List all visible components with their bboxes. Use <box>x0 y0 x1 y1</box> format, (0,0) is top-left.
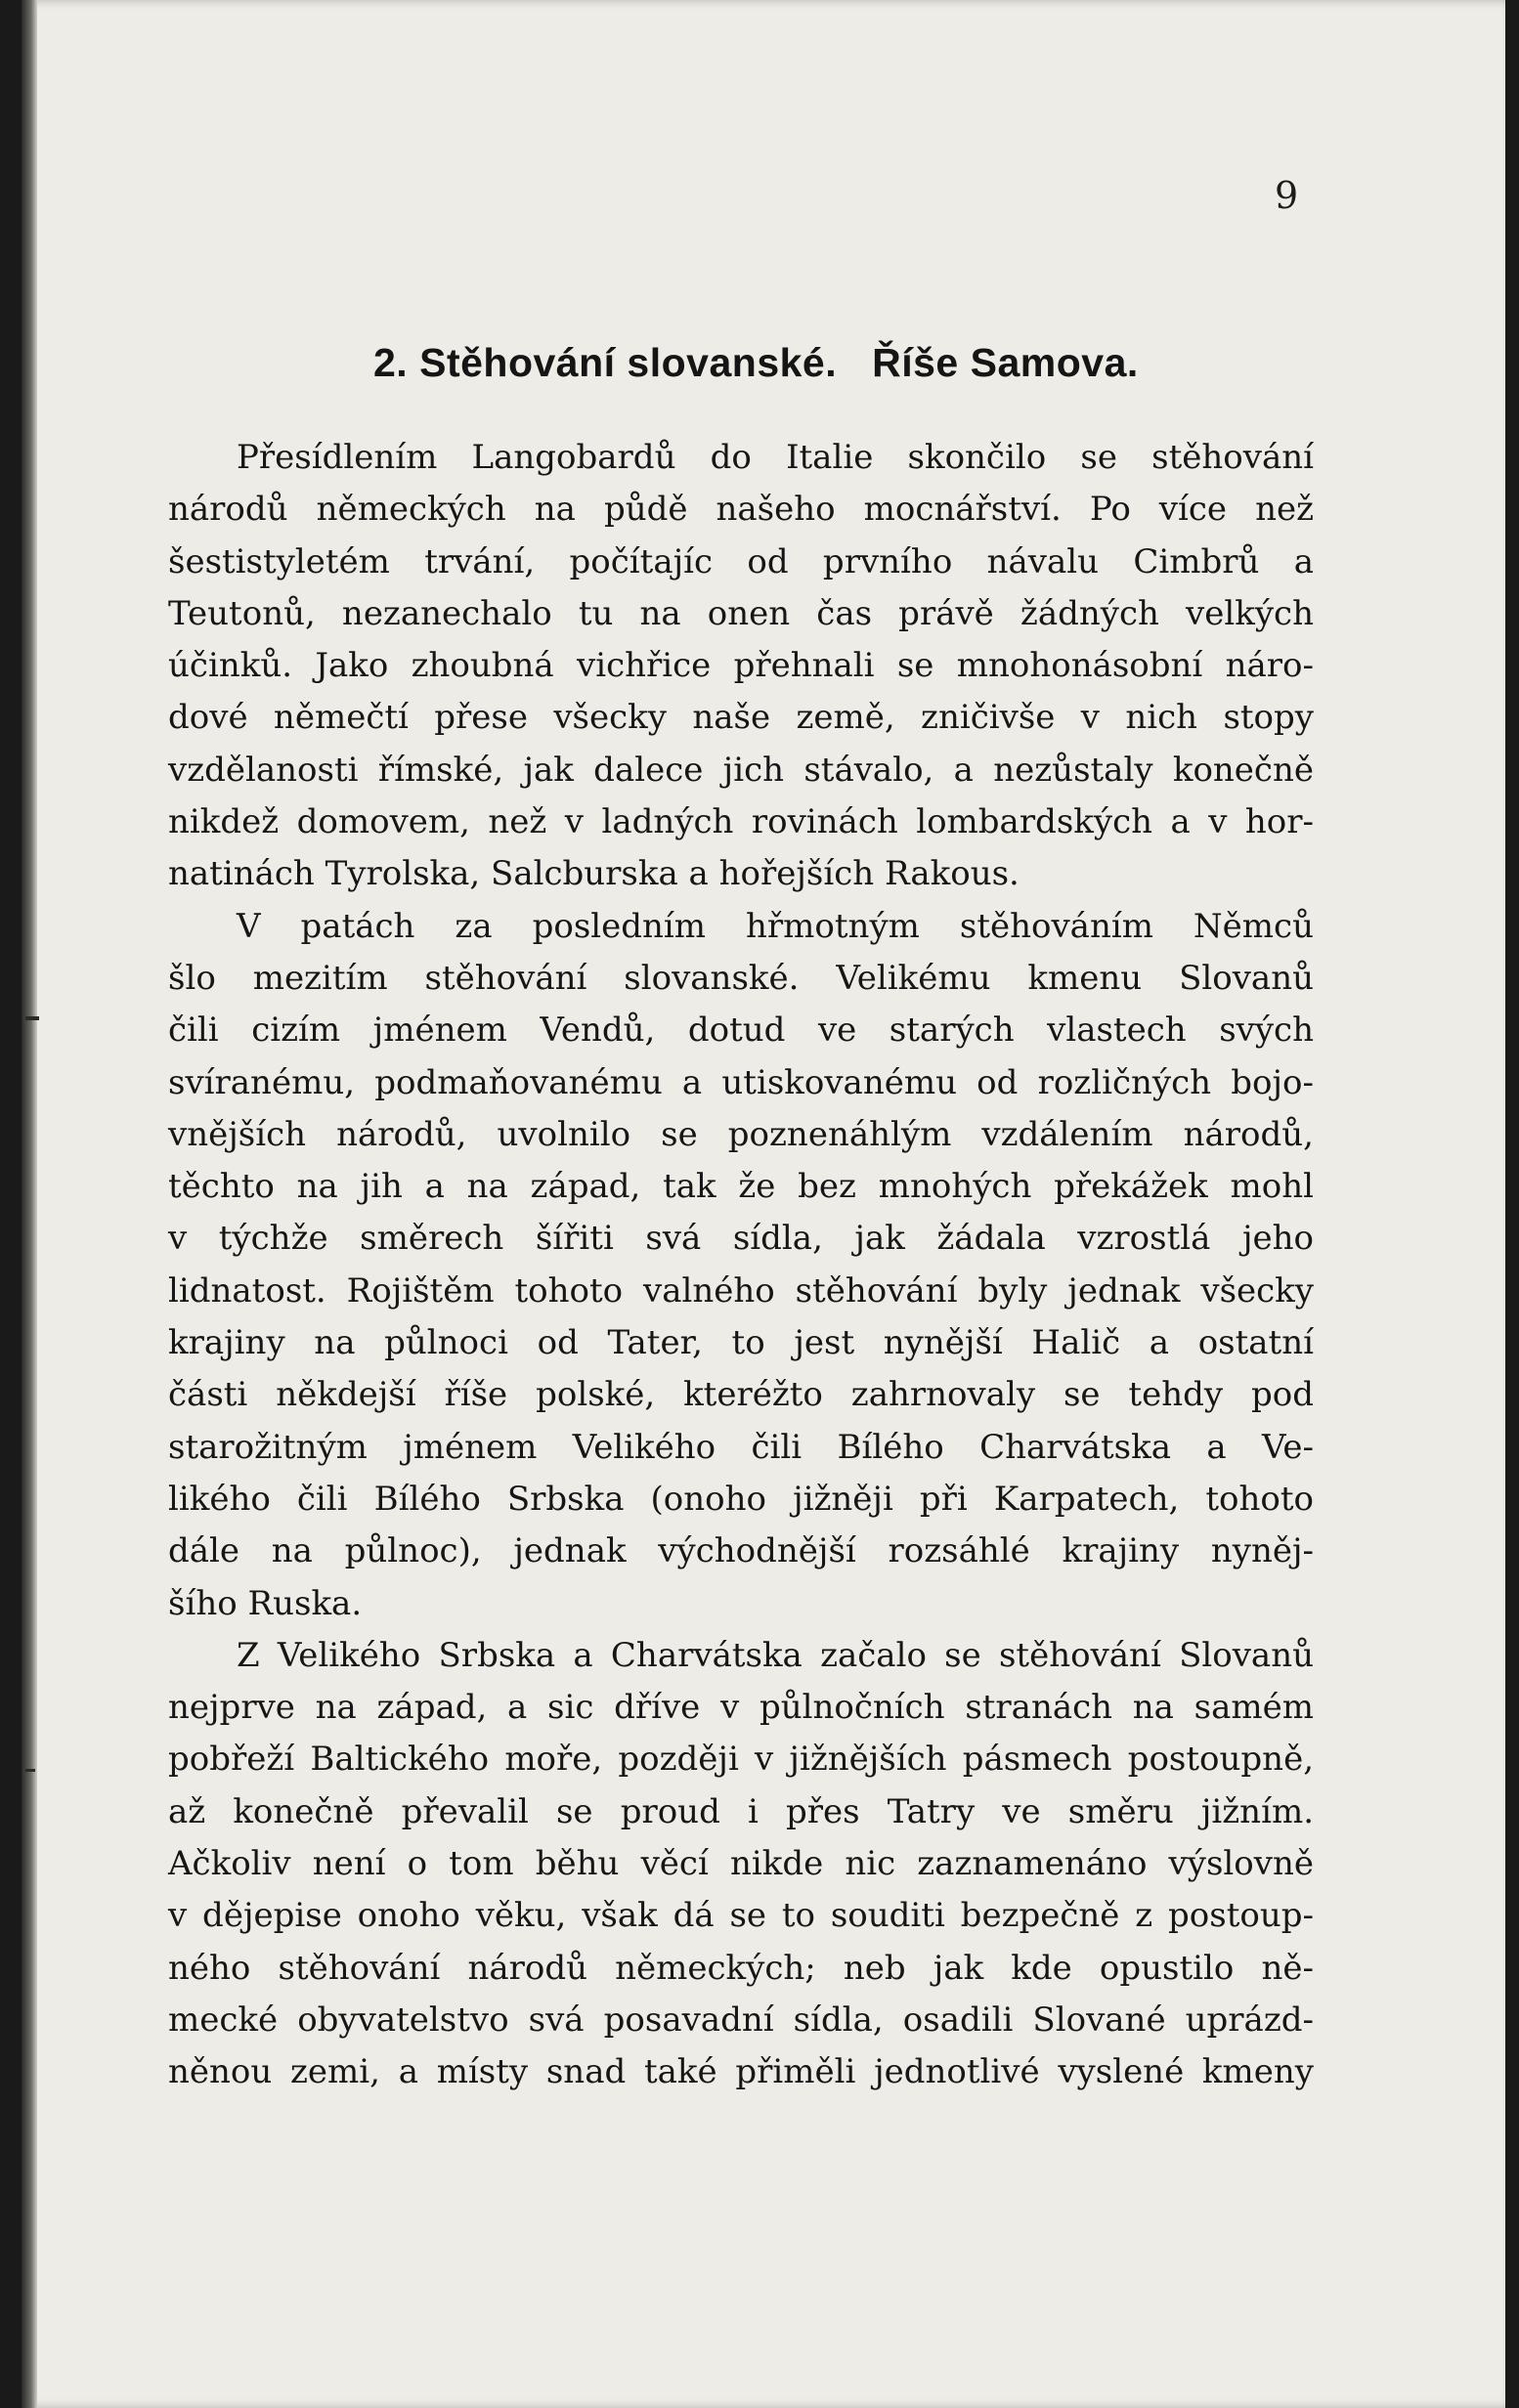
text-line: krajiny na půlnoci od Tater, to jest nynější Halič a ostatní <box>168 1323 1314 1363</box>
text-line: národů německých na půdě našeho mocnářství. Po více než <box>168 490 1314 530</box>
text-line: Přesídlením Langobardů do Italie skončilo se stěhování <box>237 438 1314 477</box>
page-binding-edge <box>22 0 37 2408</box>
text-line: V patách za posledním hřmotným stěhováním Němců <box>237 906 1314 946</box>
text-line: dále na půlnoc), jednak východnější rozsáhlé krajiny nyněj- <box>168 1531 1314 1571</box>
text-line: Ačkoliv není o tom běhu věcí nikde nic zaznamenáno výslovně <box>168 1844 1314 1884</box>
text-line: až konečně převalil se proud i přes Tatry ve směru jižním. <box>168 1791 1314 1831</box>
text-line: nejprve na západ, a sic dříve v půlnočních stranách na samém <box>168 1688 1314 1728</box>
text-line: Z Velikého Srbska a Charvátska začalo se stěhování Slovanů <box>237 1635 1314 1675</box>
text-line: šestistyletém trvání, počítajíc od prvního návalu Cimbrů a <box>168 541 1314 581</box>
text-line: starožitným jménem Velikého čili Bílého Charvátska a Ve- <box>168 1427 1314 1467</box>
section-title-part2: Říše Samova. <box>872 340 1139 385</box>
text-line: účinků. Jako zhoubná vichřice přehnali se mnohonásobní náro- <box>168 646 1314 686</box>
text-line: vnějších národů, uvolnilo se poznenáhlým vzdálením národů, <box>168 1114 1314 1154</box>
text-line: pobřeží Baltického moře, později v jižnějších pásmech postoupně, <box>168 1740 1314 1780</box>
page-number: 9 <box>1275 174 1299 217</box>
text-line: Teutonů, nezanechalo tu na onen čas právě žádných velkých <box>168 593 1314 633</box>
section-title-part1: Stěhování slovanské. <box>419 340 838 385</box>
text-line: vzdělanosti římské, jak dalece jich stávalo, a nezůstaly konečně <box>168 750 1314 790</box>
text-line: mecké obyvatelstvo svá posavadní sídla, osadili Slované uprázd- <box>168 2000 1314 2040</box>
text-line: něnou zemi, a místy snad také přiměli jednotlivé vyslené kmeny <box>168 2052 1314 2092</box>
text-line: nikdež domovem, než v ladných rovinách lombardských a v hor- <box>168 802 1314 842</box>
book-page <box>22 0 1505 2408</box>
text-line: v týchže směrech šířiti svá sídla, jak žádala vzrostlá jeho <box>168 1219 1314 1259</box>
text-line: těchto na jih a na západ, tak že bez mnohých překážek mohl <box>168 1167 1314 1207</box>
text-line: svíranému, podmaňovanému a utiskovanému od rozličných bojo- <box>168 1062 1314 1102</box>
text-line: části někdejší říše polské, kteréžto zahrnovaly se tehdy pod <box>168 1375 1314 1415</box>
text-line: čili cizím jménem Vendů, dotud ve starých vlastech svých <box>168 1010 1314 1051</box>
section-number: 2. <box>373 340 409 385</box>
text-line: lidnatost. Rojištěm tohoto valného stěhování byly jednak všecky <box>168 1270 1314 1311</box>
text-line: šího Ruska. <box>168 1583 363 1623</box>
text-line: likého čili Bílého Srbska (onoho jižněji při Karpatech, tohoto <box>168 1479 1314 1519</box>
margin-mark <box>25 1769 35 1772</box>
text-line: ného stěhování národů německých; neb jak kde opustilo ně- <box>168 1948 1314 1988</box>
text-line: šlo mezitím stěhování slovanské. Velikému kmenu Slovanů <box>168 958 1314 998</box>
text-line: natinách Tyrolska, Salcburska a hořejších Rakous. <box>168 854 1020 894</box>
text-line: v dějepise onoho věku, však dá se to souditi bezpečně z postoup- <box>168 1896 1314 1936</box>
text-line: dové němečtí přese všecky naše země, zničivše v nich stopy <box>168 698 1314 738</box>
margin-mark <box>25 1016 39 1020</box>
body-text <box>168 432 1314 2099</box>
section-heading <box>373 340 1155 386</box>
